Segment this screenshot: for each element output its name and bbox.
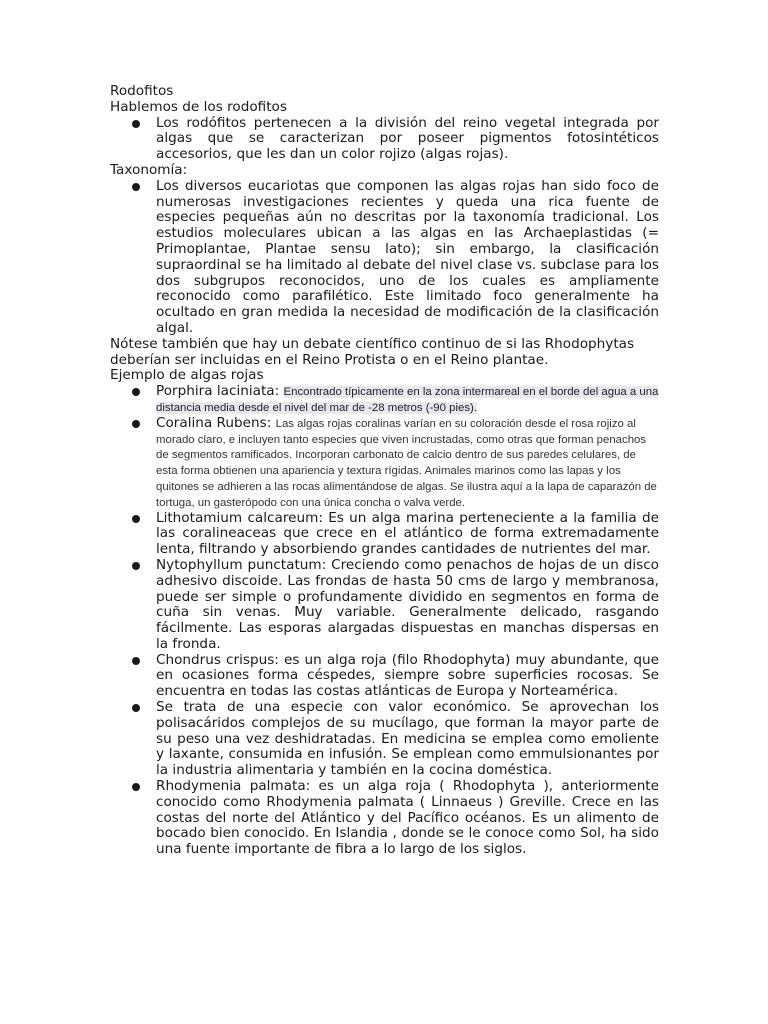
- document-page: [110, 84, 659, 858]
- example-text: Rhodymenia palmata: es un alga roja ( Rhodophyta ), anteriormente conocido como Rhodymenia palmata ( Linnaeus ) Greville. Crece en las costas del norte del Atlántico y del Pacífico océanos. Es un alimento de bocado bien conocido. En Islandia , donde se le conoce como Sol, ha sido una fuente importante de fibra a lo largo de los siglos.: [156, 778, 659, 858]
- list-item: [110, 179, 659, 337]
- example-text: Se trata de una especie con valor económico. Se aprovechan los polisacáridos complejos de su mucílago, que forman la mayor parte de su peso una vez deshidratadas. En medicina se emplea como emoliente y laxante, consumida en infusión. Se emplean como emmulsionantes por la industria alimentaria y también en la cocina doméstica.: [156, 699, 659, 779]
- list-item-chondrus: [110, 653, 659, 700]
- example-text: Chondrus crispus: es un alga roja (filo Rhodophyta) muy abundante, que en ocasiones forma céspedes, siempre sobre superficies rocosas. Se encuentra en todas las costas atlánticas de Europa y Norteamérica.: [156, 651, 659, 700]
- example-text: Lithotamium calcareum: Es un alga marina perteneciente a la familia de las coralineaceas que crece en el atlántico de forma extremadamente lenta, filtrando y absorbiendo grandes cantidades de nutrientes del mar.: [156, 509, 659, 558]
- example-description-highlighted: Encontrado típicamente en la zona intermareal en el borde del agua a una distancia media desde el nivel del mar de -28 metros (-90 pies).: [156, 386, 659, 414]
- example-name: Porphira laciniata:: [156, 383, 280, 400]
- intro-list: [110, 116, 659, 163]
- list-item-porphira: [110, 384, 659, 416]
- bullet-icon: [132, 515, 140, 523]
- bullet-icon: [132, 120, 140, 128]
- note-paragraph: Nótese también que hay un debate científico continuo de si las Rhodophytas deberían ser incluidas en el Reino Protista o en el Reino plantae.: [110, 335, 635, 368]
- list-item-coralina: [110, 416, 659, 511]
- taxonomy-heading: Taxonomía:: [110, 161, 188, 178]
- example-name: Coralina Rubens:: [156, 414, 272, 431]
- bullet-icon: [132, 657, 140, 665]
- list-item: [110, 116, 659, 163]
- taxonomy-bullet-text: Los diversos eucariotas que componen las algas rojas han sido foco de numerosas investigaciones recientes y queda una rica fuente de especies pequeñas aún no descritas por la taxonomía tradicional. Los estudios moleculares ubican a las algas en las Archaeplastidas (= Primoplantae, Plantae sensu lato); sin embargo, la clasificación supraordinal se ha limitado al debate del nivel clase vs. subclase para los dos subgrupos reconocidos, uno de los cuales es ampliamente reconocido como parafilético. Este limitado foco generalmente ha ocultado en gran medida la necesidad de modificación de la clasificación algal.: [156, 177, 659, 336]
- examples-heading: Ejemplo de algas rojas: [110, 367, 264, 384]
- list-item-lithotamium: [110, 511, 659, 558]
- example-text: Nytophyllum punctatum: Creciendo como penachos de hojas de un disco adhesivo discoide. Las frondas de hasta 50 cms de largo y membranosa, puede ser simple o profundamente dividido en segmentos en forma de cuña sin venas. Muy variable. Generalmente delicado, rasgando fácilmente. Las esporas alargadas dispuestas en manchas dispersas en la fronda.: [156, 556, 659, 652]
- intro-bullet-text: Los rodófitos pertenecen a la división del reino vegetal integrada por algas que se caracterizan por poseer pigmentos fotosintéticos accesorios, que les dan un color rojizo (algas rojas).: [156, 114, 659, 163]
- list-item-nytophyllum: [110, 558, 659, 653]
- examples-list: [110, 384, 659, 858]
- bullet-icon: [132, 388, 140, 396]
- example-description: Las algas rojas coralinas varían en su coloración desde el rosa rojizo al morado claro, e incluyen tanto especies que viven incrustadas, como otras que forman penachos de segmentos ramificados. Incorporan carbonato de calcio dentro de sus paredes celulares, de esta forma obtienen una apariencia y textura rígidas. Animales marinos como las lapas y los quitones se adhieren a las rocas alimentándose de algas. Se ilustra aquí a la lapa de caparazón de tortuga, un gasterópodo con una única concha o valva verde.: [156, 417, 657, 509]
- list-item-rhodymenia: [110, 779, 659, 858]
- taxonomy-list: [110, 179, 659, 337]
- bullet-icon: [132, 783, 140, 791]
- intro-heading: Hablemos de los rodofitos: [110, 98, 287, 115]
- bullet-icon: [132, 704, 140, 712]
- bullet-icon: [132, 183, 140, 191]
- bullet-icon: [132, 420, 140, 428]
- list-item-economic-value: [110, 700, 659, 779]
- bullet-icon: [132, 562, 140, 570]
- doc-title: Rodofitos: [110, 83, 174, 99]
